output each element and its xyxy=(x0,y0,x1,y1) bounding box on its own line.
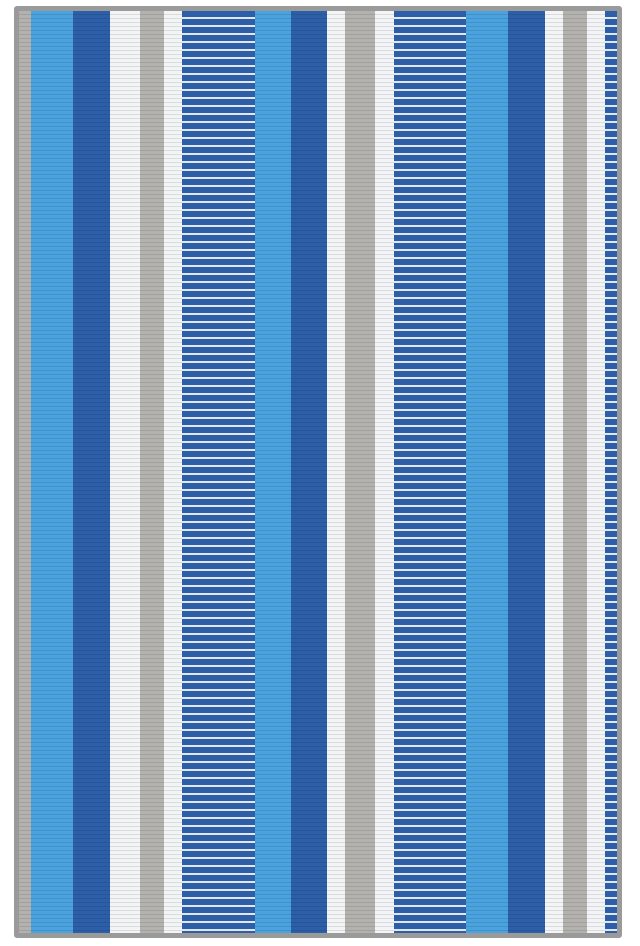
rug-stripe-royal-blue xyxy=(394,11,466,933)
rug-stripe-gray xyxy=(140,11,164,933)
rug-stripe-white xyxy=(110,11,140,933)
rug-stripe-white xyxy=(587,11,605,933)
rug-stripe-royal-blue xyxy=(508,11,544,933)
rug-stripe-royal-blue xyxy=(605,11,617,933)
rug-stripe-light-blue xyxy=(255,11,291,933)
rug-stripe-light-blue xyxy=(466,11,508,933)
rug-stripe-royal-blue xyxy=(182,11,254,933)
rug-stripe-white xyxy=(327,11,345,933)
rug xyxy=(14,6,622,938)
rug-stripe-gray xyxy=(563,11,587,933)
stripe-field xyxy=(19,11,617,933)
rug-stripe-white xyxy=(545,11,563,933)
rug-stripe-royal-blue xyxy=(73,11,109,933)
rug-stripe-light-blue xyxy=(31,11,73,933)
rug-stripe-gray xyxy=(19,11,31,933)
rug-stripe-white xyxy=(375,11,393,933)
rug-stripe-white xyxy=(164,11,182,933)
rug-stripe-gray xyxy=(345,11,375,933)
rug-stripe-royal-blue xyxy=(291,11,327,933)
